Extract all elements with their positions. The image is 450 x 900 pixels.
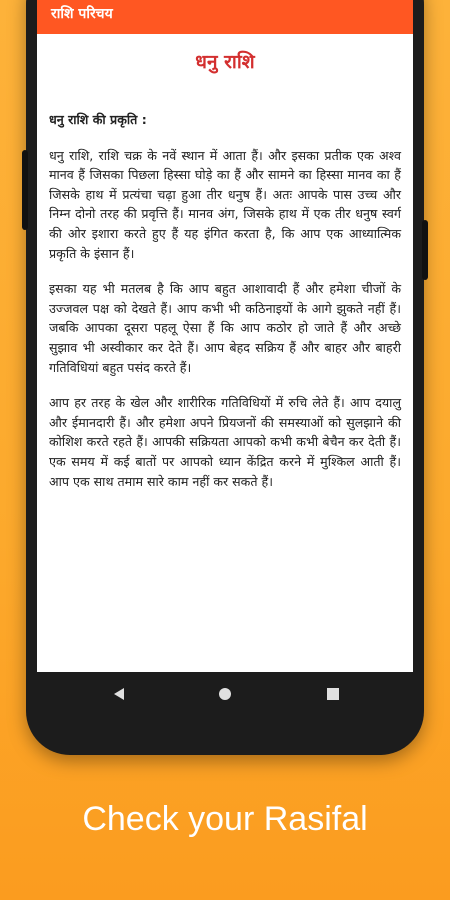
content-scroll-area[interactable] xyxy=(37,34,413,672)
page-heading: धनु राशि xyxy=(195,51,255,73)
recent-apps-icon[interactable] xyxy=(323,684,343,704)
home-icon[interactable] xyxy=(215,684,235,704)
app-bar-title: राशि परिचय xyxy=(51,6,113,22)
paragraph: धनु राशि, राशि चक्र के नवें स्थान में आता हैं। और इसका प्रतीक एक अश्व मानव हैं जिसका पिछला हिस्सा घोड़े का हैं और सामने का हिस्सा मानव का हैं जिसके हाथ में प्रत्यंचा चढ़ा हुआ तीर धनुष हैं। अतः आपके पास उच्च और निम्न दोनो तरह की प्रवृत्ति हैं। मानव अंग, जिसके हाथ में एक तीर धनुष स्वर्ग की ओर इशारा करते हुए हैं यह इंगित करता है, कि आप एक आध्यात्मिक प्रकृति के इंसान हैं। xyxy=(49,147,401,261)
promo-tagline: Check your Rasifal xyxy=(82,800,368,838)
section-title: धनु राशि की प्रकृति : xyxy=(49,112,147,127)
paragraph: आप हर तरह के खेल और शारीरिक गतिविधियों में रुचि लेते हैं। आप दयालु और ईमानदारी हैं। और हमेशा अपने प्रियजनों की समस्याओं को सुलझाने की कोशिश करते रहते हैं। आपकी सक्रियता आपको कभी कभी बेचैन कर देती हैं। एक समय में कई बातों पर आपको ध्यान केंद्रित करने में मुश्किल आती हैं। आप एक साथ तमाम सारे काम नहीं कर सकते हैं। xyxy=(49,395,401,489)
article-body xyxy=(37,110,413,491)
phone-screen xyxy=(37,0,413,672)
back-icon[interactable] xyxy=(109,684,129,704)
phone-side-button xyxy=(22,150,28,230)
app-bar xyxy=(37,0,413,34)
phone-side-button xyxy=(422,220,428,280)
system-nav-bar xyxy=(37,672,413,714)
paragraph: इसका यह भी मतलब है कि आप बहुत आशावादी हैं और हमेशा चीजों के उज्जवल पक्ष को देखते हैं। आप कभी भी कठिनाइयों के आगे झुकते नहीं हैं। जबकि आपका दूसरा पहलू ऐसा हैं कि आप कठोर हो जाते हैं और अच्छे सुझाव भी अस्वीकार कर देते हैं। आप बेहद सक्रिय हैं और बाहर और बाहरी गतिविधियां बहुत पसंद करते हैं। xyxy=(49,281,401,375)
